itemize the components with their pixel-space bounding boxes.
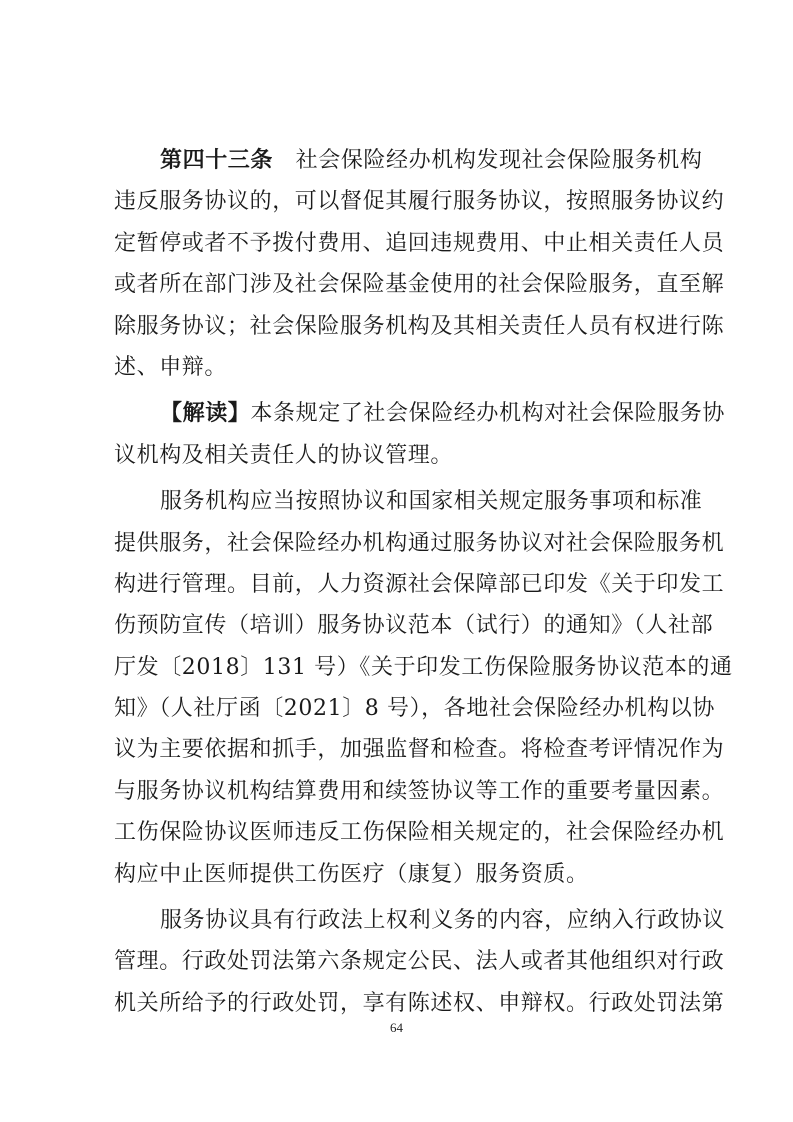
paragraph2-line: 伤预防宣传（培训）服务协议范本（试行）的通知》（人社部 [114, 613, 714, 639]
paragraph2-line: 提供服务，社会保险经办机构通过服务协议对社会保险服务机 [114, 530, 725, 556]
article-line-3: 定暂停或者不予拨付费用、追回违规费用、中止相关责任人员 [114, 230, 725, 256]
body-text [114, 140, 733, 1024]
article-line-6: 述、申辩。 [114, 354, 228, 380]
paragraph2-line: 服务机构应当按照协议和国家相关规定服务事项和标准 [160, 489, 703, 515]
interpretation-line-1 [114, 393, 726, 434]
paragraph3-line: 服务协议具有行政法上权利义务的内容，应纳入行政协议 [160, 908, 726, 934]
article-text: 社会保险经办机构发现社会保险服务机构 [273, 148, 703, 173]
interpretation-line-2: 议机构及相关责任人的协议管理。 [114, 442, 454, 468]
page-number: 64 [390, 1020, 403, 1035]
paragraph3-line: 机关所给予的行政处罚，享有陈述权、申辩权。行政处罚法第 [114, 990, 725, 1016]
paragraph2-line: 厅发〔2018〕131 号）《关于印发工伤保险服务协议范本的通 [114, 654, 733, 680]
paragraph2-line: 工伤保险协议医师违反工伤保险相关规定的，社会保险经办机 [114, 820, 725, 846]
article-line-5: 除服务协议；社会保险服务机构及其相关责任人员有权进行陈 [114, 313, 725, 339]
paragraph2-line: 知》（人社厅函〔2021〕8 号），各地社会保险经办机构以协 [114, 696, 715, 722]
paragraph2-line: 构进行管理。目前，人力资源社会保障部已印发《关于印发工 [114, 571, 725, 597]
paragraph3-line: 管理。行政处罚法第六条规定公民、法人或者其他组织对行政 [114, 949, 725, 975]
article-line-2: 违反服务协议的，可以督促其履行服务协议，按照服务协议约 [114, 189, 725, 215]
interpretation-label: 【解读】 [160, 401, 251, 427]
article-heading: 第四十三条 [160, 148, 274, 173]
article-line-4: 或者所在部门涉及社会保险基金使用的社会保险服务，直至解 [114, 272, 725, 298]
paragraph2-line: 议为主要依据和抓手，加强监督和检查。将检查考评情况作为 [114, 737, 725, 763]
paragraph2-line: 与服务协议机构结算费用和续签协议等工作的重要考量因素。 [114, 778, 725, 804]
paragraph2-line: 构应中止医师提供工伤医疗（康复）服务资质。 [114, 861, 589, 887]
article-line-1 [114, 140, 703, 181]
interpretation-text: 本条规定了社会保险经办机构对社会保险服务协 [250, 401, 726, 427]
